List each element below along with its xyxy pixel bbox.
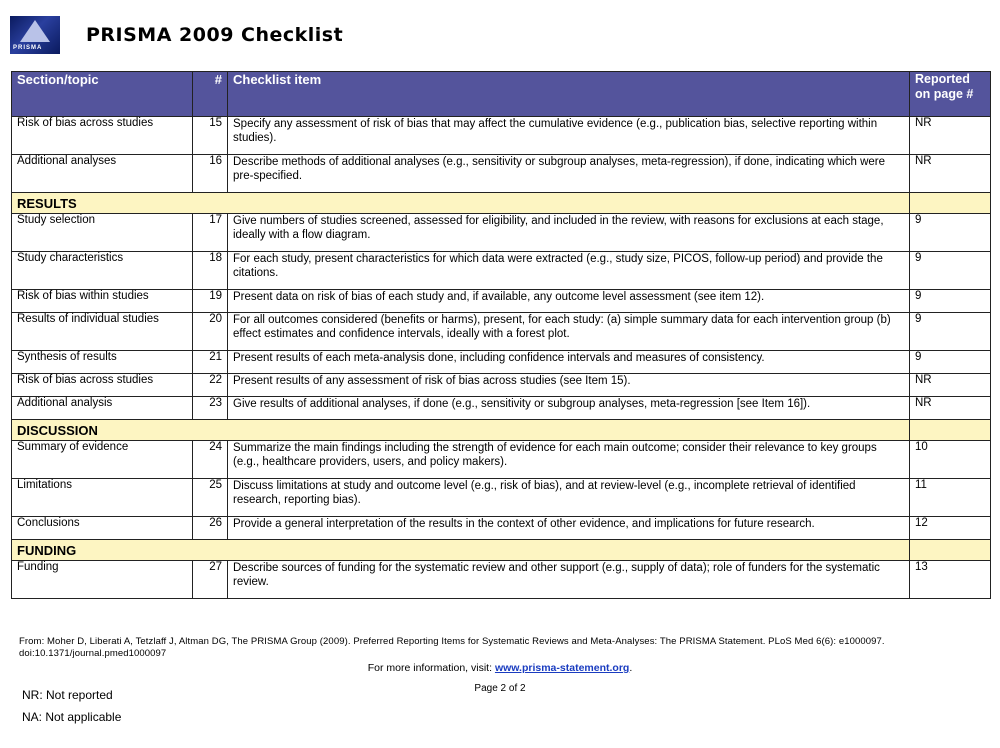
table-header-row — [12, 72, 991, 117]
table-row — [12, 561, 991, 599]
section-topic-cell: Results of individual studies — [12, 313, 193, 351]
checklist-item-cell: Describe sources of funding for the systematic review and other support (e.g., supply of data); role of funders for the systematic review. — [228, 561, 910, 599]
more-info-line — [0, 662, 1000, 674]
table-row — [12, 313, 991, 351]
legend-nr: NR: Not reported — [22, 688, 113, 702]
table-row — [12, 517, 991, 540]
table-row — [12, 441, 991, 479]
section-topic-cell: Study characteristics — [12, 252, 193, 290]
section-page-cell — [910, 420, 991, 441]
checklist-item-cell: Summarize the main findings including the strength of evidence for each main outcome; consider their relevance to key groups (e.g., healthcare providers, users, and policy makers). — [228, 441, 910, 479]
checklist-item-cell: Present data on risk of bias of each study and, if available, any outcome level assessment (see item 12). — [228, 290, 910, 313]
item-number-cell: 23 — [193, 397, 228, 420]
checklist-item-cell: Give numbers of studies screened, assessed for eligibility, and included in the review, with reasons for exclusions at each stage, ideally with a flow diagram. — [228, 214, 910, 252]
table-row — [12, 479, 991, 517]
checklist-item-cell: For each study, present characteristics for which data were extracted (e.g., study size, PICOS, follow-up period) and provide the citations. — [228, 252, 910, 290]
item-number-cell: 24 — [193, 441, 228, 479]
page-number: Page 2 of 2 — [474, 683, 526, 694]
table-row — [12, 155, 991, 193]
item-number-cell: 20 — [193, 313, 228, 351]
section-topic-cell: Risk of bias across studies — [12, 374, 193, 397]
item-number-cell: 19 — [193, 290, 228, 313]
table-row — [12, 252, 991, 290]
column-header-reported-page — [910, 72, 991, 117]
reported-page-cell: 13 — [910, 561, 991, 599]
reported-page-cell: NR — [910, 397, 991, 420]
item-number-cell: 16 — [193, 155, 228, 193]
section-row — [12, 193, 991, 214]
table-row — [12, 351, 991, 374]
prisma-website-link[interactable]: www.prisma-statement.org — [494, 662, 630, 674]
reported-label-line2: on page # — [915, 87, 974, 101]
checklist-item-cell: Present results of each meta-analysis done, including confidence intervals and measures of consistency. — [228, 351, 910, 374]
section-topic-cell: Summary of evidence — [12, 441, 193, 479]
column-header-number: # — [193, 72, 228, 117]
item-number-cell: 27 — [193, 561, 228, 599]
reported-page-cell: 9 — [910, 313, 991, 351]
section-topic-cell: Risk of bias across studies — [12, 117, 193, 155]
more-info-suffix: . — [629, 662, 633, 674]
item-number-cell: 15 — [193, 117, 228, 155]
checklist-item-cell: Specify any assessment of risk of bias that may affect the cumulative evidence (e.g., publication bias, selective reporting within studies). — [228, 117, 910, 155]
checklist-table — [11, 71, 991, 599]
reported-page-cell: 9 — [910, 290, 991, 313]
source-citation: From: Moher D, Liberati A, Tetzlaff J, Altman DG, The PRISMA Group (2009). Preferred Reporting Items for Systematic Reviews and Meta-Analyses: The PRISMA Statement. PLoS Med 6(6): e1000097. doi:10.1371/journal.pmed1000097 — [19, 636, 885, 659]
section-topic-cell: Conclusions — [12, 517, 193, 540]
logo-text: PRISMA — [13, 45, 43, 51]
table-body — [12, 117, 991, 599]
prisma-logo — [10, 16, 60, 54]
column-header-section: Section/topic — [12, 72, 193, 117]
item-number-cell: 18 — [193, 252, 228, 290]
reported-page-cell: NR — [910, 374, 991, 397]
section-topic-cell: Additional analysis — [12, 397, 193, 420]
section-topic-cell: Synthesis of results — [12, 351, 193, 374]
item-number-cell: 26 — [193, 517, 228, 540]
header — [10, 12, 343, 58]
section-row — [12, 540, 991, 561]
more-info-prefix: For more information, visit: — [367, 662, 495, 674]
section-topic-cell: Additional analyses — [12, 155, 193, 193]
reported-page-cell: 11 — [910, 479, 991, 517]
table-row — [12, 214, 991, 252]
reported-page-cell: 9 — [910, 351, 991, 374]
section-heading: FUNDING — [12, 540, 910, 561]
table-row — [12, 374, 991, 397]
section-topic-cell: Study selection — [12, 214, 193, 252]
page-title: PRISMA 2009 Checklist — [86, 24, 344, 46]
item-number-cell: 21 — [193, 351, 228, 374]
reported-page-cell: NR — [910, 155, 991, 193]
section-topic-cell: Limitations — [12, 479, 193, 517]
section-topic-cell: Funding — [12, 561, 193, 599]
column-header-checklist-item: Checklist item — [228, 72, 910, 117]
reported-label-line1: Reported — [915, 72, 970, 86]
reported-page-cell: 12 — [910, 517, 991, 540]
section-row — [12, 420, 991, 441]
checklist-item-cell: Discuss limitations at study and outcome level (e.g., risk of bias), and at review-level (e.g., incomplete retrieval of identified research, reporting bias). — [228, 479, 910, 517]
checklist-item-cell: Provide a general interpretation of the results in the context of other evidence, and implications for future research. — [228, 517, 910, 540]
checklist-item-cell: Give results of additional analyses, if done (e.g., sensitivity or subgroup analyses, meta-regression [see Item 16]). — [228, 397, 910, 420]
section-page-cell — [910, 540, 991, 561]
table-row — [12, 290, 991, 313]
section-heading: DISCUSSION — [12, 420, 910, 441]
checklist-item-cell: Describe methods of additional analyses (e.g., sensitivity or subgroup analyses, meta-regression), if done, indicating which were pre-specified. — [228, 155, 910, 193]
section-heading: RESULTS — [12, 193, 910, 214]
section-topic-cell: Risk of bias within studies — [12, 290, 193, 313]
section-page-cell — [910, 193, 991, 214]
table-row — [12, 117, 991, 155]
checklist-item-cell: Present results of any assessment of risk of bias across studies (see Item 15). — [228, 374, 910, 397]
item-number-cell: 25 — [193, 479, 228, 517]
checklist-item-cell: For all outcomes considered (benefits or harms), present, for each study: (a) simple summary data for each intervention group (b) effect estimates and confidence intervals, ideally with a forest plot. — [228, 313, 910, 351]
reported-page-cell: 9 — [910, 214, 991, 252]
reported-page-cell: NR — [910, 117, 991, 155]
table-row — [12, 397, 991, 420]
legend-na: NA: Not applicable — [22, 710, 122, 724]
item-number-cell: 22 — [193, 374, 228, 397]
item-number-cell: 17 — [193, 214, 228, 252]
reported-page-cell: 9 — [910, 252, 991, 290]
reported-page-cell: 10 — [910, 441, 991, 479]
